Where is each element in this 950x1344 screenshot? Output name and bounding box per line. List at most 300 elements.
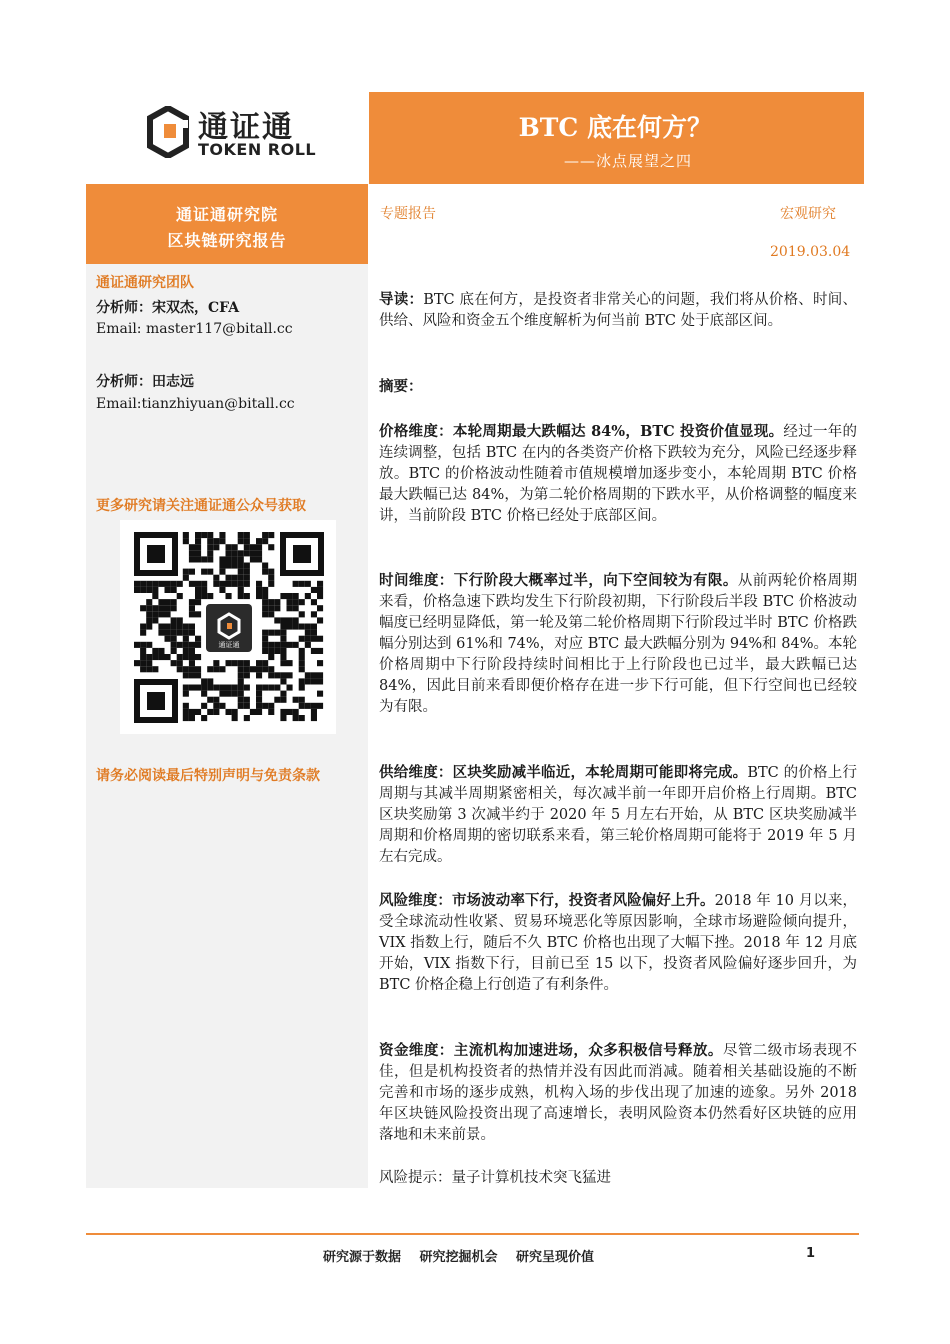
qr-module <box>213 538 219 544</box>
qr-module <box>268 569 274 575</box>
qr-module <box>183 715 189 721</box>
qr-module <box>311 715 317 721</box>
qr-module <box>219 587 225 593</box>
risk-warning: 风险提示：量子计算机技术突飞猛进 <box>379 1170 611 1186</box>
qr-module <box>311 636 317 642</box>
qr-module <box>299 648 305 654</box>
qr-module <box>201 691 207 697</box>
qr-module <box>299 636 305 642</box>
qr-module <box>165 654 171 660</box>
qr-module <box>140 630 146 636</box>
qr-module <box>226 556 232 562</box>
qr-module <box>171 624 177 630</box>
qr-module <box>287 709 293 715</box>
qr-module <box>152 617 158 623</box>
qr-module <box>274 630 280 636</box>
qr-module <box>195 550 201 556</box>
qr-module <box>140 660 146 666</box>
qr-module <box>183 636 189 642</box>
qr-module <box>250 666 256 672</box>
qr-module <box>244 697 250 703</box>
qr-module <box>287 593 293 599</box>
intro-text: BTC 底在何方，是投资者非常关心的问题，我们将从价格、时间、供给、风险和资金五个维度解析为何当前 BTC 处于底部区间。 <box>379 292 858 329</box>
qr-module <box>140 654 146 660</box>
analyst-2: 分析师：田志远 <box>96 374 194 390</box>
qr-module <box>262 563 268 569</box>
qr-module <box>280 642 286 648</box>
qr-module <box>165 581 171 587</box>
qr-module <box>219 703 225 709</box>
qr-module <box>183 538 189 544</box>
qr-module <box>183 569 189 575</box>
qr-module <box>244 685 250 691</box>
qr-module <box>244 593 250 599</box>
qr-module <box>274 642 280 648</box>
qr-module <box>238 569 244 575</box>
capital-section <box>379 1040 857 1146</box>
supply-text: BTC 的价格上行周期与其减半周期紧密相关，每次减半前一年即开启价格上行周期。BTC 区块奖励第 3 次减半约于 2020 年 5 月左右开始，从 BTC 区块奖励减半周期和价格周期的密切联系来看，第三轮价格周期可能将于 2019 年 5 月左右完成。 <box>379 765 858 865</box>
qr-module <box>280 697 286 703</box>
qr-module <box>238 685 244 691</box>
summary-heading <box>379 376 857 398</box>
qr-module <box>274 617 280 623</box>
qr-module <box>287 599 293 605</box>
qr-module <box>183 709 189 715</box>
qr-module <box>238 678 244 684</box>
qr-module <box>238 532 244 538</box>
qr-module <box>232 685 238 691</box>
qr-module <box>256 587 262 593</box>
qr-module <box>256 538 262 544</box>
qr-module <box>165 605 171 611</box>
capital-heading: 资金维度：主流机构加速进场，众多积极信号释放。 <box>379 1042 723 1059</box>
qr-module <box>305 581 311 587</box>
qr-module <box>287 642 293 648</box>
qr-module <box>256 691 262 697</box>
qr-module <box>183 642 189 648</box>
qr-module <box>195 544 201 550</box>
qr-module <box>280 617 286 623</box>
qr-module <box>195 642 201 648</box>
qr-module <box>165 587 171 593</box>
qr-module <box>140 587 146 593</box>
qr-module <box>171 642 177 648</box>
qr-module <box>287 605 293 611</box>
qr-module <box>189 581 195 587</box>
qr-module <box>183 666 189 672</box>
qr-module <box>244 538 250 544</box>
qr-module <box>146 624 152 630</box>
capital-text: 尽管二级市场表现不佳，但是机构投资者的热情并没有因此而消减。随着相关基础设施的不断完善和市场的逐步成熟，机构入场的步伐出现了加速的迹象。另外 2018 年区块链风险投资出现了高速增长，表明风险资本仍然看好区块链的应用落地和未来前景。 <box>379 1043 858 1143</box>
qr-module <box>189 648 195 654</box>
qr-module <box>268 666 274 672</box>
intro-label: 导读： <box>379 291 424 308</box>
qr-module <box>317 636 323 642</box>
qr-module <box>189 709 195 715</box>
analyst-2-email: Email:tianzhiyuan@bitall.cc <box>96 396 295 412</box>
qr-module <box>280 624 286 630</box>
qr-module <box>274 648 280 654</box>
qr-module <box>256 697 262 703</box>
qr-module <box>238 660 244 666</box>
qr-module <box>146 642 152 648</box>
report-title: BTC 底在何方？ <box>518 113 712 142</box>
report-subtitle: ——冰点展望之四 <box>563 152 692 170</box>
qr-module <box>238 581 244 587</box>
qr-module <box>226 709 232 715</box>
qr-module <box>219 563 225 569</box>
qr-module <box>201 587 207 593</box>
qr-module <box>189 660 195 666</box>
price-section <box>379 421 857 527</box>
qr-module <box>280 715 286 721</box>
qr-module <box>152 611 158 617</box>
qr-module <box>189 666 195 672</box>
qr-module <box>189 715 195 721</box>
qr-module <box>201 703 207 709</box>
supply-section <box>379 762 857 868</box>
qr-module <box>152 648 158 654</box>
qr-module <box>287 624 293 630</box>
qr-module <box>232 660 238 666</box>
qr-module <box>244 703 250 709</box>
qr-module <box>226 550 232 556</box>
qr-module <box>280 691 286 697</box>
qr-module <box>268 685 274 691</box>
qr-module <box>140 624 146 630</box>
qr-module <box>207 697 213 703</box>
qr-module <box>268 709 274 715</box>
qr-module <box>213 581 219 587</box>
qr-module <box>171 605 177 611</box>
qr-module <box>317 703 323 709</box>
qr-module <box>305 630 311 636</box>
qr-module <box>268 575 274 581</box>
qr-module <box>293 709 299 715</box>
qr-module <box>183 685 189 691</box>
qr-module <box>317 660 323 666</box>
qr-module <box>189 642 195 648</box>
qr-module <box>146 605 152 611</box>
qr-module <box>195 636 201 642</box>
qr-module <box>177 660 183 666</box>
qr-module <box>213 703 219 709</box>
qr-module <box>262 703 268 709</box>
qr-module <box>189 550 195 556</box>
qr-module <box>244 569 250 575</box>
qr-module <box>244 672 250 678</box>
qr-module <box>183 624 189 630</box>
qr-module <box>146 599 152 605</box>
qr-module <box>256 593 262 599</box>
qr-module <box>207 538 213 544</box>
qr-module <box>293 581 299 587</box>
qr-module <box>140 642 146 648</box>
qr-module <box>195 599 201 605</box>
qr-module <box>177 581 183 587</box>
qr-module <box>238 575 244 581</box>
qr-module <box>189 605 195 611</box>
qr-module <box>232 581 238 587</box>
qr-module <box>293 617 299 623</box>
report-date: 2019.03.04 <box>770 244 851 260</box>
qr-module <box>158 654 164 660</box>
qr-module <box>262 630 268 636</box>
qr-module <box>140 605 146 611</box>
qr-module <box>189 599 195 605</box>
analyst-1-email: Email: master117@bitall.cc <box>96 321 293 337</box>
title-band <box>369 92 864 184</box>
qr-module <box>219 532 225 538</box>
qr-module <box>171 630 177 636</box>
qr-module <box>152 654 158 660</box>
qr-module <box>134 587 140 593</box>
qr-module <box>171 599 177 605</box>
qr-module <box>262 636 268 642</box>
qr-module <box>140 648 146 654</box>
qr-module <box>171 581 177 587</box>
qr-module <box>158 581 164 587</box>
qr-module <box>244 715 250 721</box>
qr-module <box>262 587 268 593</box>
qr-module <box>165 636 171 642</box>
qr-module <box>262 611 268 617</box>
qr-module <box>293 715 299 721</box>
qr-module <box>195 532 201 538</box>
qr-module <box>219 581 225 587</box>
qr-module <box>238 538 244 544</box>
qr-module <box>305 678 311 684</box>
qr-module <box>317 648 323 654</box>
qr-module <box>280 672 286 678</box>
qr-module <box>293 605 299 611</box>
qr-module <box>201 593 207 599</box>
qr-module <box>213 685 219 691</box>
qr-module <box>299 660 305 666</box>
sidebar-band-line-1: 通证通研究院 <box>175 205 278 224</box>
qr-module <box>195 672 201 678</box>
report-type: 专题报告 <box>380 206 436 222</box>
qr-module <box>183 575 189 581</box>
qr-module <box>195 538 201 544</box>
qr-module <box>299 703 305 709</box>
qr-module <box>244 544 250 550</box>
qr-module <box>146 654 152 660</box>
summary-label: 摘要： <box>379 378 423 395</box>
qr-module <box>146 587 152 593</box>
qr-module <box>177 630 183 636</box>
qr-module <box>201 569 207 575</box>
qr-module <box>201 556 207 562</box>
qr-module <box>262 605 268 611</box>
intro-paragraph <box>379 289 857 332</box>
qr-module <box>268 581 274 587</box>
qr-module <box>232 544 238 550</box>
qr-module <box>177 654 183 660</box>
qr-module <box>299 581 305 587</box>
qr-module <box>171 636 177 642</box>
qr-module <box>152 581 158 587</box>
qr-module <box>219 666 225 672</box>
qr-module <box>238 556 244 562</box>
qr-module <box>293 593 299 599</box>
price-text: 经过一年的连续调整，包括 BTC 在内的各类资产价格下跌较为充分，风险已经逐步释放。BTC 的价格波动性随着市值规模增加逐步变小，本轮周期 BTC 价格最大跌幅已达 84%，为第二轮价格周期的下跌水平，从价格调整的幅度来讲，当前阶段 BTC 价格已经处于底部区间。 <box>379 424 858 524</box>
qr-module <box>207 569 213 575</box>
logo-english-text: TOKEN ROLL <box>198 140 317 159</box>
qr-module <box>274 672 280 678</box>
qr-module <box>158 599 164 605</box>
qr-module <box>305 593 311 599</box>
qr-module <box>244 575 250 581</box>
qr-module <box>213 660 219 666</box>
qr-module <box>213 697 219 703</box>
qr-module <box>268 703 274 709</box>
qr-module <box>317 691 323 697</box>
qr-module <box>177 593 183 599</box>
qr-module <box>165 624 171 630</box>
qr-module <box>226 563 232 569</box>
qr-module <box>152 605 158 611</box>
qr-module <box>232 715 238 721</box>
qr-module <box>238 691 244 697</box>
qr-module <box>299 599 305 605</box>
qr-module <box>201 685 207 691</box>
qr-module <box>207 709 213 715</box>
qr-module <box>305 642 311 648</box>
qr-module <box>195 654 201 660</box>
qr-module <box>256 672 262 678</box>
time-heading: 时间维度：下行阶段大概率过半，向下空间较为有限。 <box>379 572 738 589</box>
qr-module <box>262 593 268 599</box>
qr-module <box>305 624 311 630</box>
qr-module <box>238 587 244 593</box>
qr-module <box>238 563 244 569</box>
qr-module <box>146 611 152 617</box>
qr-module <box>274 685 280 691</box>
qr-module <box>226 685 232 691</box>
qr-module <box>189 624 195 630</box>
qr-module <box>262 599 268 605</box>
qr-module <box>189 556 195 562</box>
follow-notice: 更多研究请关注通证通公众号获取 <box>96 498 306 514</box>
qr-module <box>158 630 164 636</box>
qr-module <box>189 630 195 636</box>
risk-section <box>379 890 857 996</box>
report-category: 宏观研究 <box>780 206 836 222</box>
qr-module <box>189 685 195 691</box>
qr-module <box>244 550 250 556</box>
qr-module <box>311 672 317 678</box>
qr-module <box>177 642 183 648</box>
qr-module <box>280 709 286 715</box>
qr-module <box>268 672 274 678</box>
qr-module <box>201 581 207 587</box>
qr-module <box>238 703 244 709</box>
qr-module <box>177 666 183 672</box>
logo-chinese-text: 通证通 <box>198 110 294 145</box>
qr-module <box>152 587 158 593</box>
qr-module <box>165 599 171 605</box>
qr-module <box>219 538 225 544</box>
qr-module <box>226 660 232 666</box>
qr-module <box>177 617 183 623</box>
qr-code-icon <box>120 520 336 734</box>
qr-module <box>287 685 293 691</box>
qr-module <box>256 703 262 709</box>
qr-module <box>268 654 274 660</box>
qr-module <box>146 617 152 623</box>
qr-module <box>311 587 317 593</box>
qr-module <box>177 624 183 630</box>
sidebar-band-line-2: 区块链研究报告 <box>167 231 287 250</box>
qr-module <box>256 709 262 715</box>
qr-module <box>317 672 323 678</box>
qr-module <box>207 666 213 672</box>
qr-module <box>238 593 244 599</box>
qr-module <box>317 581 323 587</box>
qr-module <box>311 678 317 684</box>
qr-module <box>293 599 299 605</box>
qr-module <box>152 666 158 672</box>
qr-module <box>262 666 268 672</box>
qr-module <box>213 666 219 672</box>
qr-module <box>171 660 177 666</box>
qr-module <box>293 642 299 648</box>
qr-module <box>262 685 268 691</box>
qr-module <box>244 563 250 569</box>
qr-module <box>195 581 201 587</box>
qr-module <box>311 611 317 617</box>
wechat-qr-code[interactable] <box>120 520 336 734</box>
qr-module <box>158 624 164 630</box>
qr-module <box>305 672 311 678</box>
qr-module <box>226 593 232 599</box>
qr-module <box>250 550 256 556</box>
qr-module <box>226 544 232 550</box>
qr-module <box>262 569 268 575</box>
qr-module <box>244 581 250 587</box>
qr-module <box>183 630 189 636</box>
qr-module <box>219 691 225 697</box>
qr-module <box>299 624 305 630</box>
qr-module <box>274 605 280 611</box>
qr-module <box>299 697 305 703</box>
qr-module <box>256 685 262 691</box>
qr-module <box>189 544 195 550</box>
qr-module <box>201 532 207 538</box>
qr-module <box>256 666 262 672</box>
qr-module <box>195 593 201 599</box>
qr-module <box>268 599 274 605</box>
qr-module <box>207 678 213 684</box>
qr-module <box>268 642 274 648</box>
qr-module <box>262 538 268 544</box>
qr-module <box>244 660 250 666</box>
qr-module <box>274 697 280 703</box>
qr-module <box>262 648 268 654</box>
qr-module <box>238 672 244 678</box>
qr-module <box>317 593 323 599</box>
qr-module <box>226 575 232 581</box>
risk-heading: 风险维度：市场波动率下行，投资者风险偏好上升。 <box>379 892 715 909</box>
qr-module <box>195 666 201 672</box>
qr-module <box>183 703 189 709</box>
qr-module <box>280 630 286 636</box>
qr-module <box>311 648 317 654</box>
qr-module <box>171 617 177 623</box>
qr-module <box>250 556 256 562</box>
qr-module <box>268 605 274 611</box>
